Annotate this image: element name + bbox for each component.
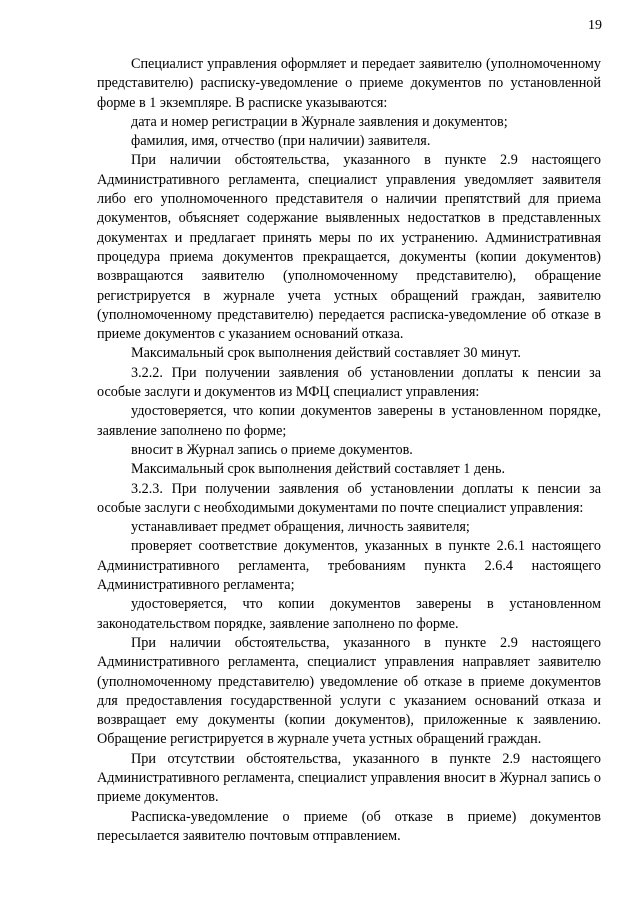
paragraph: При наличии обстоятельства, указанного в пункте 2.9 настоящего Административного регламента, специалист управления уведомляет заявителя либо его уполномоченного представителя о наличии препятствий для приема документов, объясняет содержание выявленных недостатков в представленных документах и предлагает принять меры по их устранению. Административная процедура приема документов прекращается, документы (копии документов) возвращаются заявителю (уполномоченному представителю), обращение регистрируется в журнале учета устных обращений граждан, заявителю (уполномоченному представителю) передается расписка-уведомление об отказе в приеме документов с указанием оснований отказа. bbox=[97, 152, 601, 343]
paragraph: При отсутствии обстоятельства, указанного в пункте 2.9 настоящего Административного регламента, специалист управления вносит в Журнал запись о приеме документов. bbox=[97, 750, 601, 806]
paragraph: удостоверяется, что копии документов заверены в установленном законодательством порядке, заявление заполнено по форме. bbox=[97, 596, 601, 632]
document-body bbox=[97, 55, 601, 846]
paragraph: фамилия, имя, отчество (при наличии) заявителя. bbox=[131, 133, 431, 150]
paragraph: дата и номер регистрации в Журнале заявления и документов; bbox=[131, 113, 508, 130]
paragraph: вносит в Журнал запись о приеме документов. bbox=[131, 441, 413, 458]
page-number: 19 bbox=[588, 18, 602, 33]
paragraph: проверяет соответствие документов, указанных в пункте 2.6.1 настоящего Административного регламента, требованиям пункта 2.6.4 настоящего Административного регламента; bbox=[97, 538, 601, 594]
paragraph: Максимальный срок выполнения действий составляет 1 день. bbox=[131, 461, 506, 478]
paragraph: Расписка-уведомление о приеме (об отказе в приеме) документов пересылается заявителю почтовым отправлением. bbox=[97, 808, 601, 844]
paragraph: Максимальный срок выполнения действий составляет 30 минут. bbox=[131, 345, 521, 362]
paragraph: 3.2.2. При получении заявления об установлении доплаты к пенсии за особые заслуги и документов из МФЦ специалист управления: bbox=[97, 364, 601, 401]
paragraph: 3.2.3. При получении заявления об установлении доплаты к пенсии за особые заслуги с необходимыми документами по почте специалист управления: bbox=[97, 480, 601, 516]
paragraph: Специалист управления оформляет и передает заявителю (уполномоченному представителю) расписку-уведомление о приеме документов по установленной форме в 1 экземпляре. В расписке указываются: bbox=[97, 56, 601, 111]
paragraph: При наличии обстоятельства, указанного в пункте 2.9 настоящего Административного регламента, специалист управления направляет заявителю (уполномоченному представителю) уведомление об отказе в приеме документов для предоставления государственной услуги с указанием оснований отказа и возвращает ему документы (копии документов), приложенные к заявлению. Обращение регистрируется в журнале учета устных обращений граждан. bbox=[97, 634, 601, 748]
paragraph: удостоверяется, что копии документов заверены в установленном порядке, заявление заполнено по форме; bbox=[97, 403, 601, 439]
paragraph: устанавливает предмет обращения, личность заявителя; bbox=[131, 519, 470, 536]
